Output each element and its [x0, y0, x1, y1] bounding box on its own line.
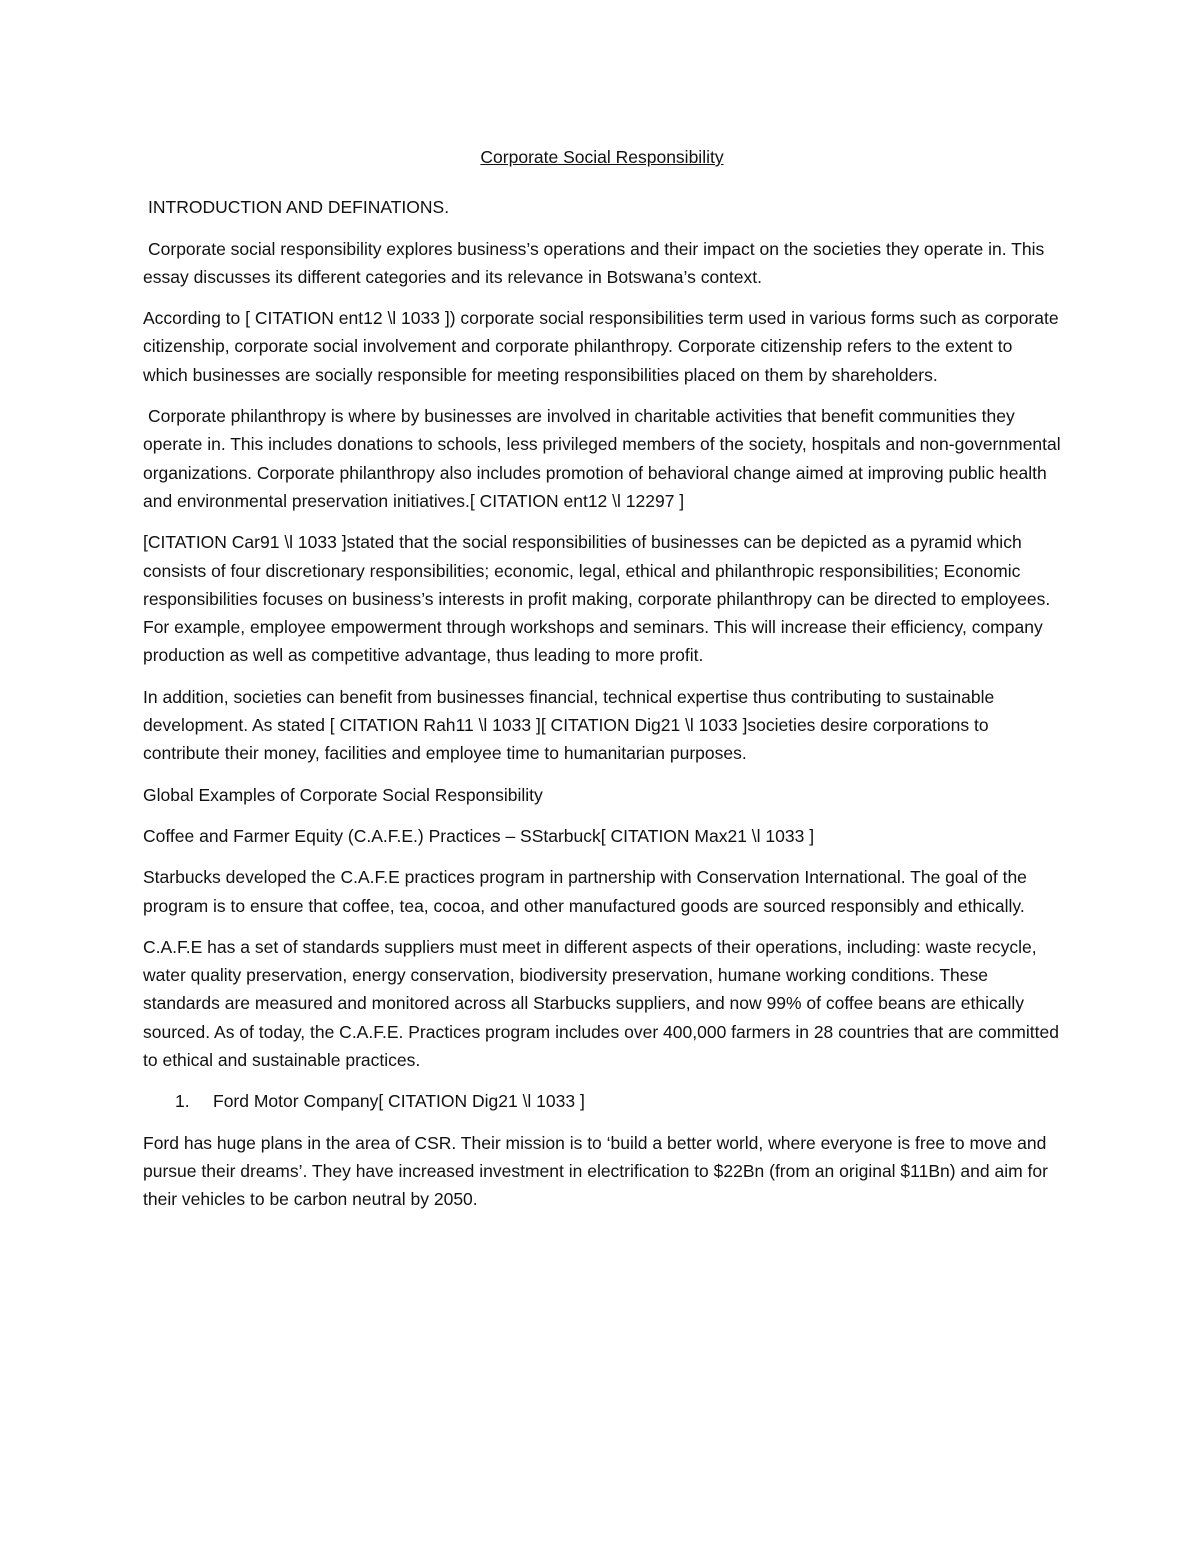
paragraph-intro	[143, 235, 1061, 292]
paragraph-according: According to [ CITATION ent12 \l 1033 ]) corporate social responsibilities term used in various forms such as corporate citizenship, corporate social involvement and corporate philanthropy. Corporate citizenship refers to the extent to which businesses are socially responsible for meeting responsibilities placed on them by shareholders.	[143, 308, 1059, 385]
list-item	[143, 1087, 1061, 1115]
intro-heading-text: INTRODUCTION AND DEFINATIONS.	[148, 197, 450, 218]
paragraph-ford: Ford has huge plans in the area of CSR. Their mission is to ‘build a better world, where everyone is free to move and pursue their dreams’. They have increased investment in electrification to $22Bn (from an original $11Bn) and aim for their vehicles to be carbon neutral by 2050.	[143, 1132, 1048, 1210]
document-body	[143, 143, 1061, 1227]
list-item-text: Ford Motor Company[ CITATION Dig21 \l 1033 ]	[213, 1091, 585, 1112]
paragraph-text: Corporate philanthropy is where by businesses are involved in charitable activities that benefit communities they operate in. This includes donations to schools, less privileged members of the society, hospitals and non-governmental organizations. Corporate philanthropy also includes promotion of behavioral change aimed at improving public health and environmental preservation initiatives.[ CITATION ent12 \l 12297 ]	[143, 406, 1061, 511]
cafe-heading: Coffee and Farmer Equity (C.A.F.E.) Practices – SStarbuck[ CITATION Max21 \l 1033 ]	[143, 825, 815, 846]
paragraph-pyramid: [CITATION Car91 \l 1033 ]stated that the social responsibilities of businesses can be depicted as a pyramid which consists of four discretionary responsibilities; economic, legal, ethical and philanthropic responsibilities; Economic responsibilities focuses on business’s interests in profit making, corporate philanthropy can be directed to employees. For example, employee empowerment through workshops and seminars. This will increase their efficiency, company production as well as competitive advantage, thus leading to more profit.	[143, 532, 1051, 666]
paragraph-societies: In addition, societies can benefit from businesses financial, technical expertise thus contributing to sustainable development. As stated [ CITATION Rah11 \l 1033 ][ CITATION Dig21 \l 1033 ]societies desire corporations to contribute their money, facilities and employee time to humanitarian purposes.	[143, 686, 995, 764]
paragraph-cafe-program: Starbucks developed the C.A.F.E practices program in partnership with Conservation International. The goal of the program is to ensure that coffee, tea, cocoa, and other manufactured goods are sourced responsibly and ethically.	[143, 867, 1027, 916]
global-examples-heading: Global Examples of Corporate Social Responsibility	[143, 784, 543, 805]
document-title: Corporate Social Responsibility	[480, 147, 724, 167]
paragraph-cafe-standards: C.A.F.E has a set of standards suppliers must meet in different aspects of their operations, including: waste recycle, water quality preservation, energy conservation, biodiversity preservation, humane working conditions. These standards are measured and monitored across all Starbucks suppliers, and now 99% of coffee beans are ethically sourced. As of today, the C.A.F.E. Practices program includes over 400,000 farmers in 28 countries that are committed to ethical and sustainable practices.	[143, 936, 1059, 1071]
intro-heading	[143, 193, 1061, 221]
list-item-number: 1.	[175, 1091, 190, 1112]
paragraph-text: Corporate social responsibility explores business’s operations and their impact on the societies they operate in. This essay discusses its different categories and its relevance in Botswana’s context.	[143, 238, 1045, 287]
paragraph-philanthropy	[143, 402, 1061, 515]
